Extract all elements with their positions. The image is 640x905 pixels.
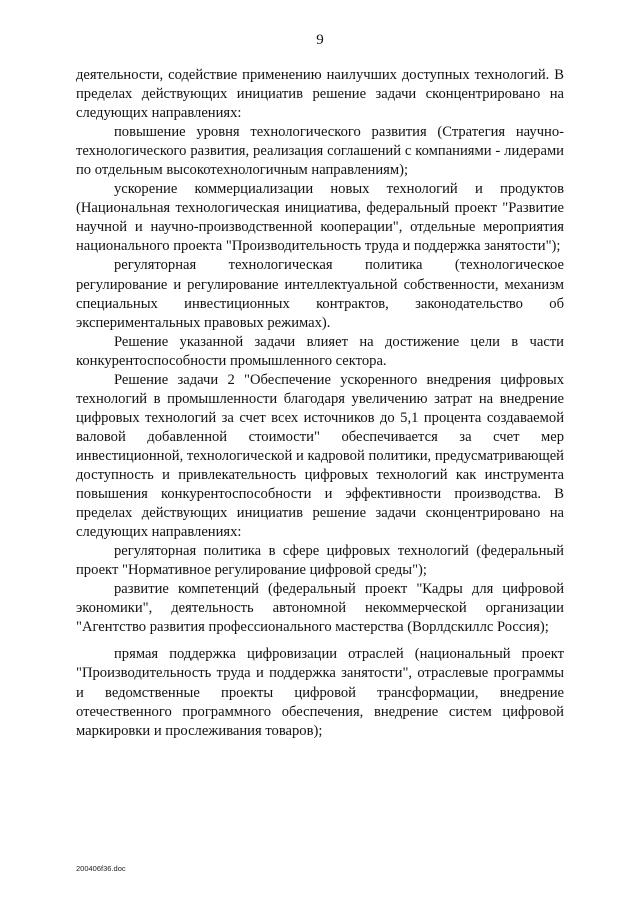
- paragraph-spacer: [76, 637, 564, 645]
- list-item-tech-development: повышение уровня технологического развития (Стратегия научно-технологического развития, реализация соглашений с компаниями - лидерами по отдельным высокотехнологичным направлениям);: [76, 124, 564, 179]
- list-item-direct-support: прямая поддержка цифровизации отраслей (национальный проект "Производительность труда и поддержка занятости", отраслевые программы и ведомственные проекты цифровой трансформации, внедрение отечественного программного обеспечения, внедрение систем цифровой маркировки и прослеживания товаров);: [76, 646, 564, 739]
- page-number: 9: [316, 32, 324, 48]
- list-item-commercialization: ускорение коммерциализации новых технологий и продуктов (Национальная технологическая инициатива, федеральный проект "Развитие научной и научно-производственной кооперации", отдельные мероприятия национального проекта "Производительность труда и поддержка занятости");: [76, 181, 564, 255]
- paragraph-task-impact: Решение указанной задачи влияет на достижение цели в части конкурентоспособности промышленного сектора.: [76, 333, 564, 369]
- list-item-regulatory-policy: регуляторная технологическая политика (технологическое регулирование и регулирование интеллектуальной собственности, механизм специальных инвестиционных контрактов, законодательство об экспериментальных правовых режимах).: [76, 257, 564, 331]
- paragraph-continuation: деятельности, содействие применению наилучших доступных технологий. В пределах действующих инициатив решение задачи сконцентрировано на следующих направлениях:: [76, 67, 564, 122]
- paragraph-task-2: Решение задачи 2 "Обеспечение ускоренного внедрения цифровых технологий в промышленности благодаря увеличению затрат на внедрение цифровых технологий за счет всех источников до 5,1 процента создаваемой валовой добавленной стоимости" обеспечивается за счет мер инвестиционной, технологической и кадровой политики, предусматривающей доступность и привлекательность цифровых технологий как инструмента повышения конкурентоспособности и эффективности производства. В пределах действующих инициатив решение задачи сконцентрировано на следующих направлениях:: [76, 371, 564, 541]
- list-item-competencies: развитие компетенций (федеральный проект "Кадры для цифровой экономики", деятельность автономной некоммерческой организации "Агентство развития профессионального мастерства (Ворлдскиллс Россия);: [76, 581, 564, 636]
- file-name-footer: 200406f36.doc: [76, 864, 126, 873]
- list-item-digital-regulation: регуляторная политика в сфере цифровых технологий (федеральный проект "Нормативное регулирование цифровой среды");: [76, 543, 564, 579]
- document-body: [76, 66, 564, 741]
